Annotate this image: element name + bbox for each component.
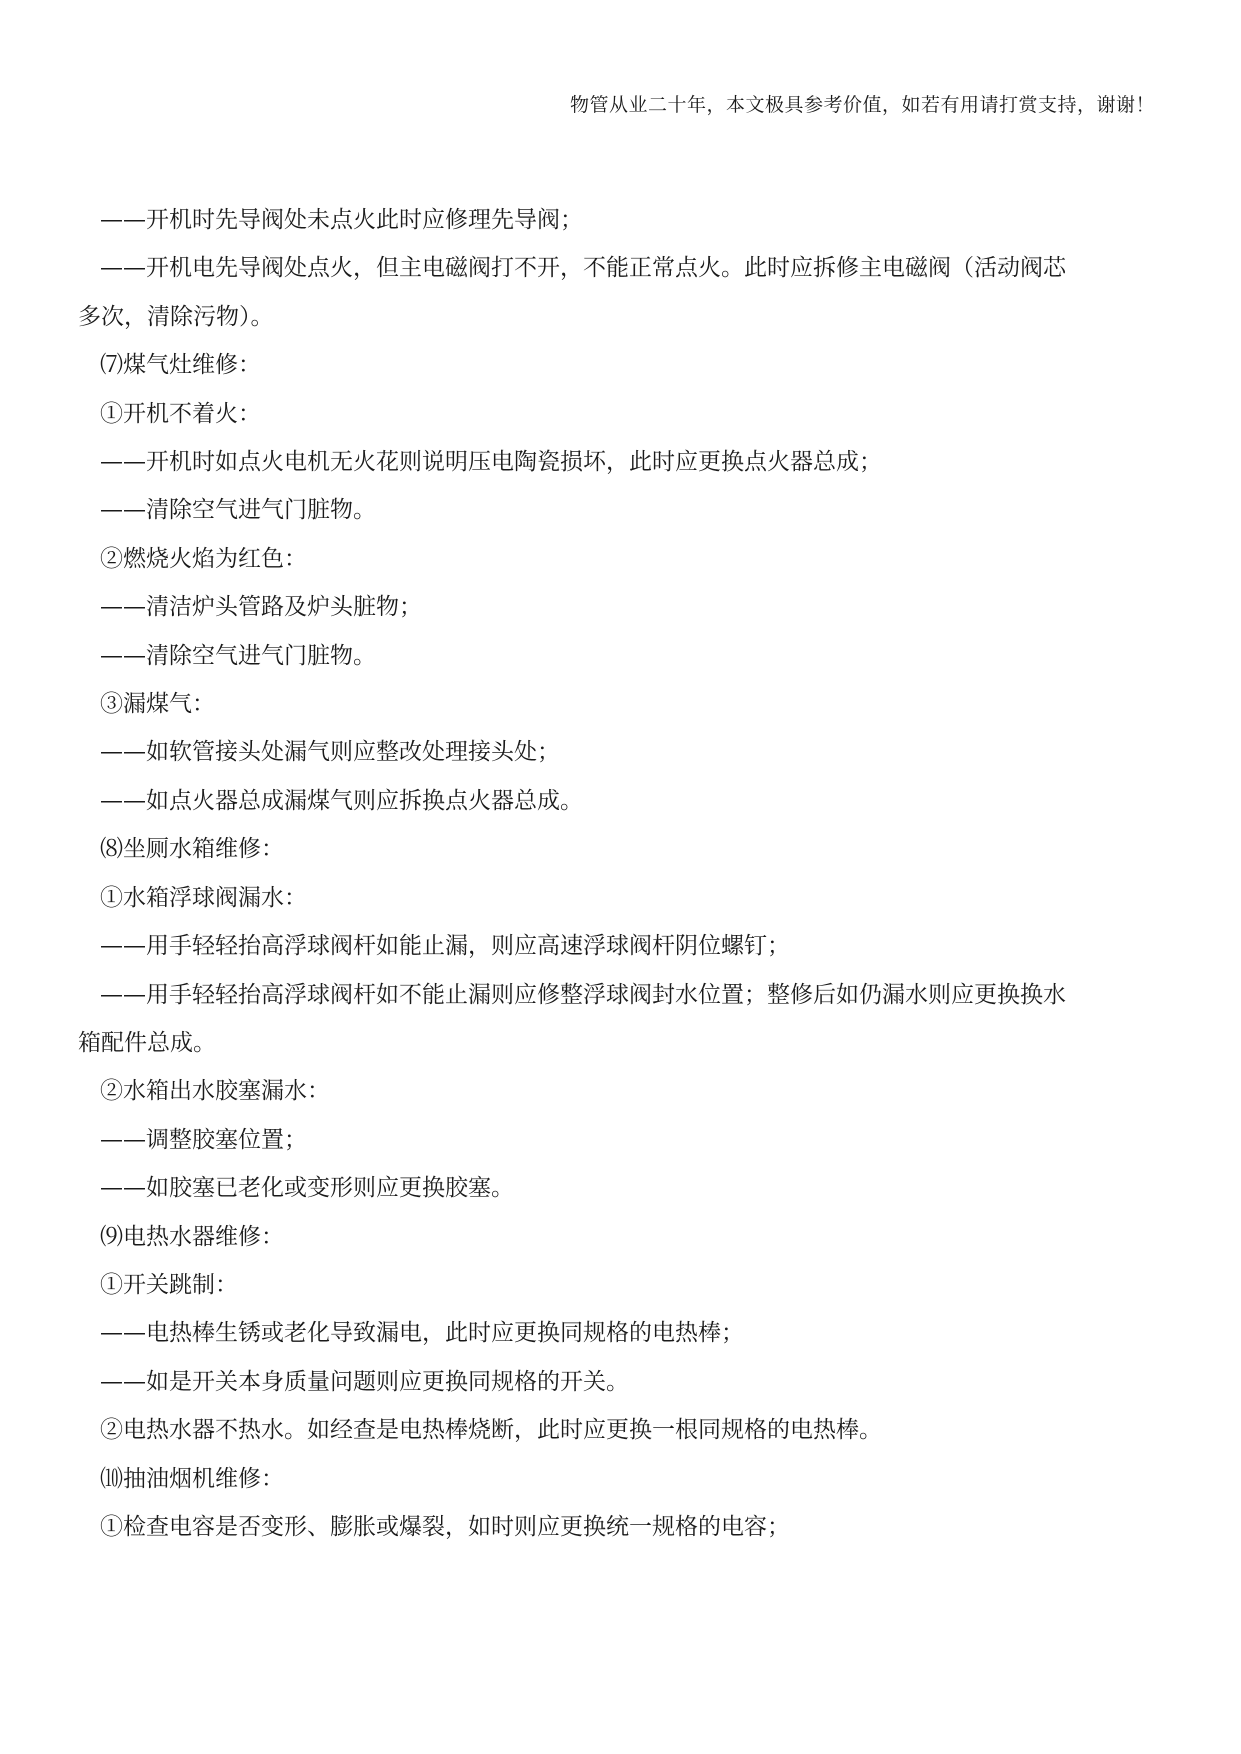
paragraph: ——如是开关本身质量问题则应更换同规格的开关。 (100, 1368, 629, 1395)
paragraph: ——用手轻轻抬高浮球阀杆如能止漏，则应高速浮球阀杆阴位螺钉； (100, 933, 790, 960)
paragraph: ——电热棒生锈或老化导致漏电，此时应更换同规格的电热棒； (100, 1320, 744, 1347)
paragraph: ——开机电先导阀处点火，但主电磁阀打不开，不能正常点火。此时应拆修主电磁阀（活动阀芯 多次，清除污物）。 (78, 255, 1066, 330)
paragraph: ——如软管接头处漏气则应整改处理接头处； (100, 739, 560, 766)
sub-heading: ①开关跳制： (100, 1271, 238, 1298)
paragraph: ——调整胶塞位置； (100, 1126, 307, 1153)
sub-heading: ②燃烧火焰为红色： (100, 545, 307, 572)
paragraph: ——清除空气进气门脏物。 (100, 497, 376, 524)
section-heading: ⑽抽油烟机维修： (100, 1465, 284, 1492)
paragraph: ②电热水器不热水。如经查是电热棒烧断，此时应更换一根同规格的电热棒。 (100, 1417, 882, 1444)
paragraph: ——开机时先导阀处未点火此时应修理先导阀； (100, 207, 583, 233)
paragraph: ——如点火器总成漏煤气则应拆换点火器总成。 (100, 787, 583, 814)
section-heading: ⑻坐厕水箱维修： (100, 836, 284, 863)
paragraph: ——清除空气进气门脏物。 (100, 642, 376, 669)
paragraph: ①检查电容是否变形、膨胀或爆裂，如时则应更换统一规格的电容； (100, 1513, 790, 1540)
paragraph: ——开机时如点火电机无火花则说明压电陶瓷损坏，此时应更换点火器总成； (100, 449, 882, 476)
paragraph: ——用手轻轻抬高浮球阀杆如不能止漏则应修整浮球阀封水位置；整修后如仍漏水则应更换换水 箱配件总成。 (78, 981, 1066, 1056)
section-heading: ⑺煤气灶维修： (100, 352, 261, 379)
document-body (78, 196, 1163, 1551)
sub-heading: ②水箱出水胶塞漏水： (100, 1078, 330, 1105)
sub-heading: ①水箱浮球阀漏水： (100, 884, 307, 911)
sub-heading: ③漏煤气： (100, 691, 215, 718)
section-heading: ⑼电热水器维修： (100, 1223, 284, 1250)
paragraph: ——如胶塞已老化或变形则应更换胶塞。 (100, 1175, 514, 1202)
sub-heading: ①开机不着火： (100, 400, 261, 427)
paragraph: ——清洁炉头管路及炉头脏物； (100, 594, 422, 621)
page-header-note: 物管从业二十年，本文极具参考价值，如若有用请打赏支持，谢谢！ (569, 94, 1155, 116)
